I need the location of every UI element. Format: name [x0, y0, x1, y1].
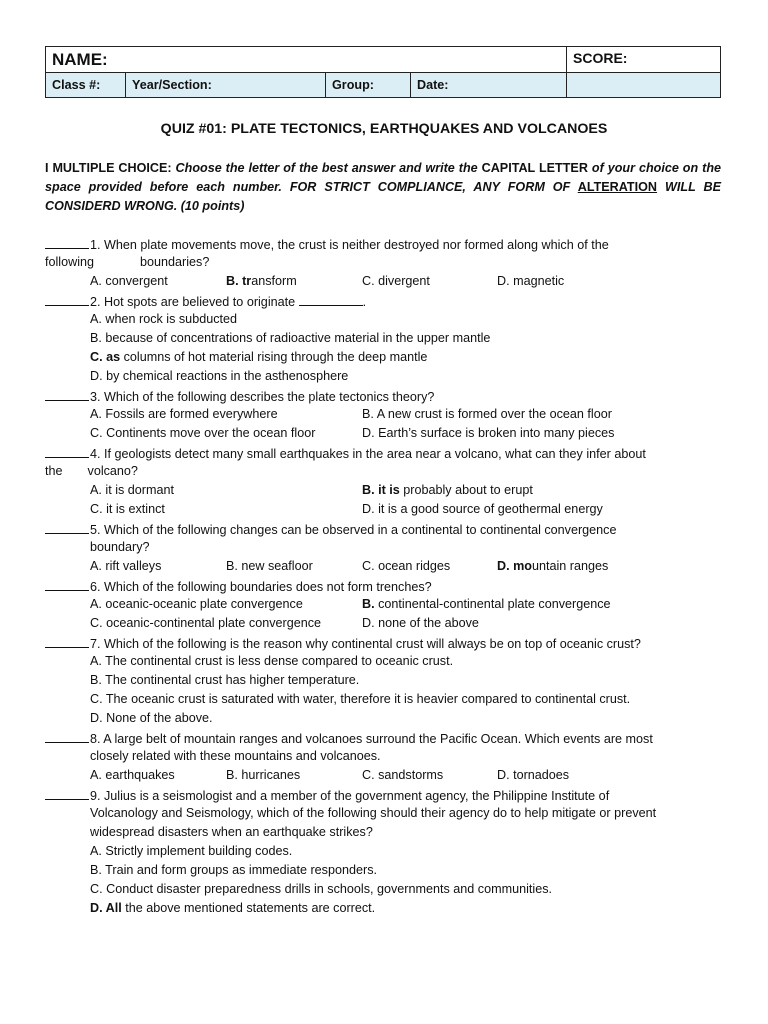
q7-option-b: B. The continental crust has higher temperature.	[90, 673, 360, 687]
question-5	[45, 519, 721, 538]
question-5-cont: boundary?	[90, 540, 150, 554]
answer-blank-4[interactable]	[45, 443, 89, 458]
instructions	[45, 159, 721, 216]
question-4-text: 4. If geologists detect many small earthquakes in the area near a volcano, what can they infer about	[90, 447, 646, 461]
question-8-text: 8. A large belt of mountain ranges and volcanoes surround the Pacific Ocean. Which events are most	[90, 732, 653, 746]
instruction-emphasis: CAPITAL LETTER	[481, 161, 588, 175]
q7-option-a: A. The continental crust is less dense compared to oceanic crust.	[90, 654, 454, 668]
q2-option-b: B. because of concentrations of radioactive material in the upper mantle	[90, 331, 491, 345]
quiz-title: QUIZ #01: PLATE TECTONICS, EARTHQUAKES AND VOLCANOES	[160, 121, 608, 137]
question-2-end: .	[362, 295, 367, 309]
q9-option-a: A. Strictly implement building codes.	[90, 844, 293, 858]
question-list	[45, 234, 721, 918]
question-2	[45, 291, 721, 310]
q3-option-b: B. A new crust is formed over the ocean floor	[362, 407, 612, 421]
question-8-cont: closely related with these mountains and volcanoes.	[90, 749, 381, 763]
q7-option-d: D. None of the above.	[90, 711, 213, 725]
group-field[interactable]: Group:	[326, 73, 411, 98]
question-7-text: 7. Which of the following is the reason why continental crust will always be on top of oceanic crust?	[90, 637, 641, 651]
year-section-field[interactable]: Year/Section:	[126, 73, 326, 98]
question-1-text-2b: boundaries?	[140, 255, 210, 269]
question-3-options-2	[45, 424, 721, 443]
question-2-text: 2. Hot spots are believed to originate	[90, 295, 296, 309]
question-6	[45, 576, 721, 595]
student-info-table	[45, 46, 721, 98]
q9-option-b: B. Train and form groups as immediate responders.	[90, 863, 377, 877]
question-4-cont	[45, 462, 721, 481]
question-5-options	[45, 557, 721, 576]
question-6-options-1	[45, 595, 721, 614]
q1-option-a: A. convergent	[90, 274, 168, 288]
question-9-cont-1: Volcanology and Seismology, which of the following should their agency do to help mitigate or prevent	[90, 806, 657, 820]
question-4	[45, 443, 721, 462]
answer-blank-5[interactable]	[45, 519, 89, 534]
instruction-text: Choose the letter of the best answer and write the	[175, 161, 478, 175]
question-3	[45, 386, 721, 405]
fill-in-blank[interactable]	[299, 291, 363, 306]
q4-option-b: B. it is probably about to erupt	[362, 483, 533, 497]
question-1-text: 1. When plate movements move, the crust is neither destroyed nor formed along which of the	[90, 238, 609, 252]
q6-option-a: A. oceanic-oceanic plate convergence	[90, 597, 303, 611]
q4-option-c: C. it is extinct	[90, 502, 165, 516]
answer-blank-2[interactable]	[45, 291, 89, 306]
answer-blank-1[interactable]	[45, 234, 89, 249]
q3-option-d: D. Earth’s surface is broken into many pieces	[362, 426, 615, 440]
q7-option-c: C. The oceanic crust is saturated with water, therefore it is heavier compared to continental crust.	[90, 692, 631, 706]
question-9-text: 9. Julius is a seismologist and a member of the government agency, the Philippine Institute of	[90, 789, 610, 803]
q5-option-d: D. mountain ranges	[497, 559, 609, 573]
question-3-options-1	[45, 405, 721, 424]
question-1-cont	[45, 253, 721, 272]
q9-option-c: C. Conduct disaster preparedness drills in schools, governments and communities.	[90, 882, 552, 896]
question-1	[45, 234, 721, 253]
q1-option-d: D. magnetic	[497, 274, 565, 288]
q3-option-c: C. Continents move over the ocean floor	[90, 426, 316, 440]
q8-option-b: B. hurricanes	[226, 768, 301, 782]
q4-option-a: A. it is dormant	[90, 483, 174, 497]
q5-option-a: A. rift valleys	[90, 559, 162, 573]
q5-option-c: C. ocean ridges	[362, 559, 451, 573]
q6-option-b: B. continental-continental plate convergence	[362, 597, 611, 611]
instruction-text-2: of your choice on the space provided before each number. FOR STRICT COMPLIANCE, ANY FORM OF	[45, 161, 722, 194]
answer-blank-8[interactable]	[45, 728, 89, 743]
question-8-options	[45, 766, 721, 785]
question-4-text-2b: volcano?	[87, 464, 138, 478]
question-1-options	[45, 272, 721, 291]
q6-option-c: C. oceanic-continental plate convergence	[90, 616, 322, 630]
q5-option-b: B. new seafloor	[226, 559, 313, 573]
instruction-underline: ALTERATION	[577, 180, 658, 194]
question-6-options-2	[45, 614, 721, 633]
q8-option-d: D. tornadoes	[497, 768, 570, 782]
answer-blank-3[interactable]	[45, 386, 89, 401]
score-value-cell[interactable]	[567, 73, 721, 98]
answer-blank-7[interactable]	[45, 633, 89, 648]
score-field[interactable]: SCORE:	[567, 47, 721, 73]
instruction-heading: I MULTIPLE CHOICE:	[45, 161, 172, 175]
answer-blank-6[interactable]	[45, 576, 89, 591]
q2-option-a: A. when rock is subducted	[90, 312, 238, 326]
question-9	[45, 785, 721, 804]
q1-option-c: C. divergent	[362, 274, 430, 288]
question-5-text: 5. Which of the following changes can be observed in a continental to continental convergence	[90, 523, 617, 537]
q9-option-d: D. All the above mentioned statements are correct.	[90, 901, 376, 915]
class-number-field[interactable]: Class #:	[46, 73, 126, 98]
q8-option-a: A. earthquakes	[90, 768, 175, 782]
question-3-text: 3. Which of the following describes the plate tectonics theory?	[90, 390, 435, 404]
q2-option-d: D. by chemical reactions in the asthenosphere	[90, 369, 349, 383]
q2-option-c: C. as columns of hot material rising through the deep mantle	[90, 350, 428, 364]
question-6-text: 6. Which of the following boundaries does not form trenches?	[90, 580, 432, 594]
q6-option-d: D. none of the above	[362, 616, 479, 630]
question-9-cont-2: widespread disasters when an earthquake strikes?	[90, 825, 373, 839]
question-1-text-2a: following	[45, 255, 95, 269]
name-field[interactable]: NAME:	[46, 47, 567, 73]
q4-option-d: D. it is a good source of geothermal energy	[362, 502, 603, 516]
question-4-options-2	[45, 500, 721, 519]
answer-blank-9[interactable]	[45, 785, 89, 800]
q8-option-c: C. sandstorms	[362, 768, 444, 782]
question-4-options-1	[45, 481, 721, 500]
question-4-text-2a: the	[45, 464, 63, 478]
q3-option-a: A. Fossils are formed everywhere	[90, 407, 278, 421]
question-7	[45, 633, 721, 652]
instruction-text-3: WILL BE CONSIDERD WRONG. (10 points)	[45, 180, 721, 213]
question-8	[45, 728, 721, 747]
q1-option-b: B. transform	[226, 274, 297, 288]
date-field[interactable]: Date:	[411, 73, 567, 98]
